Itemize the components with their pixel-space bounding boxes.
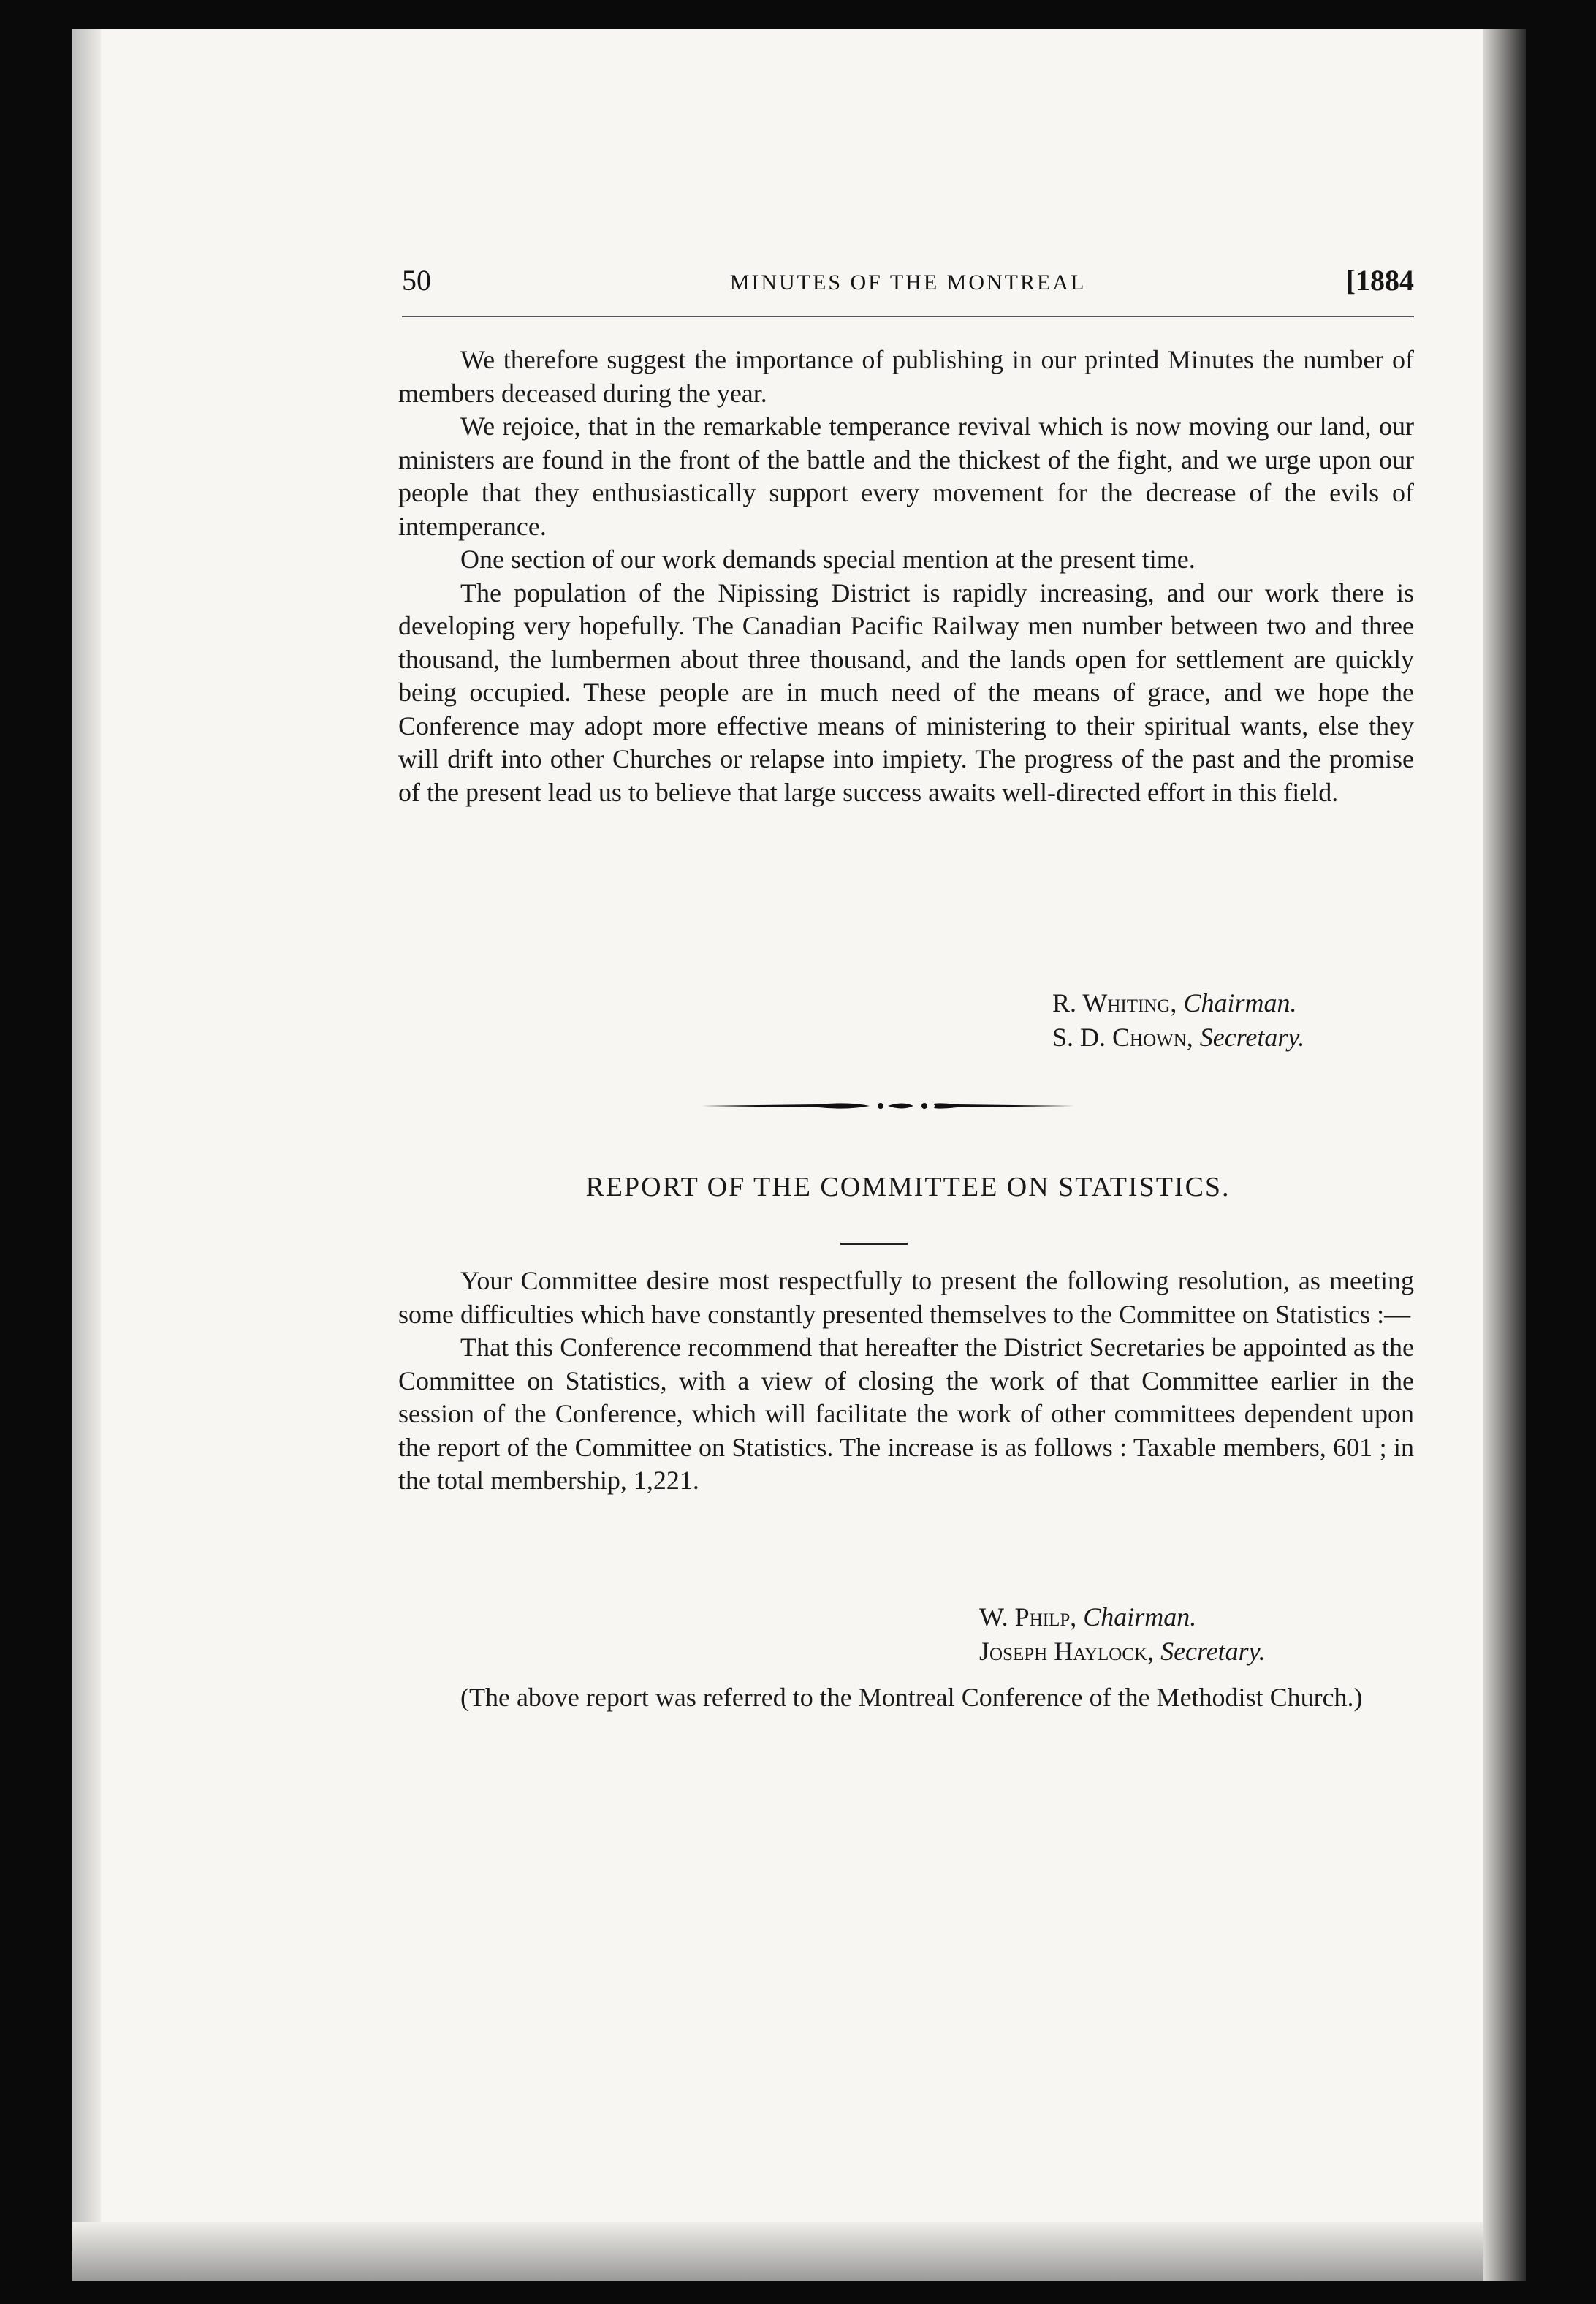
signatory-role: Secretary. xyxy=(1160,1637,1266,1666)
header-rule xyxy=(402,316,1414,317)
signature-secretary xyxy=(979,1635,1266,1668)
paragraph: We therefore suggest the importance of publishing in our printed Minutes the number of members deceased during the year. xyxy=(398,345,1414,408)
page-number: 50 xyxy=(402,264,431,297)
referral-note xyxy=(398,1681,1414,1715)
signatory-name: Joseph Haylock, xyxy=(979,1637,1155,1666)
statistics-report-text xyxy=(398,1265,1414,1498)
running-title: MINUTES OF THE MONTREAL xyxy=(729,270,1087,295)
paragraph: We rejoice, that in the remarkable temperance revival which is now moving our land, our ministers are found in the front of the battle and the thickest of the fight, and we urge upon our people that they enthusiastically support every movement for the decrease of the evils of intemperance. xyxy=(398,412,1414,541)
signature-chairman xyxy=(979,1601,1196,1634)
signatory-role: Secretary. xyxy=(1199,1023,1305,1052)
paragraph: That this Conference recommend that hereafter the District Secretaries be appointed as the Committee on Statistics, with a view of closing the work of that Committee earlier in the session of the Conference, which will facilitate the work of other committees dependent upon the report of the Committee on Statistics. The increase is as follows : Taxable members, 601 ; in the total membership, 1,221. xyxy=(398,1333,1414,1495)
signatory-name: S. D. Chown, xyxy=(1052,1023,1193,1052)
signatory-name: W. Philp, xyxy=(979,1602,1077,1632)
signatory-role: Chairman. xyxy=(1183,988,1297,1018)
signature-secretary xyxy=(1052,1021,1304,1054)
header-year: [1884 xyxy=(1345,264,1414,297)
signature-chairman xyxy=(1052,987,1296,1020)
page-bottom-shadow xyxy=(72,2222,1526,2281)
section-heading: REPORT OF THE COMMITTEE ON STATISTICS. xyxy=(585,1172,1231,1202)
committee-report-text xyxy=(398,344,1414,809)
paragraph: Your Committee desire most respectfully to present the following resolution, as meeting some difficulties which have constantly presented themselves to the Committee on Statistics :— xyxy=(398,1266,1414,1329)
adjacent-page-strip xyxy=(1483,29,1526,2281)
page-edge-shadow xyxy=(72,29,101,2281)
signatory-role: Chairman. xyxy=(1083,1602,1197,1632)
paragraph: The population of the Nipissing District is rapidly increasing, and our work there is developing very hopefully. The Canadian Pacific Railway men number between two and three thousand, the lumbermen about three thousand, and the lands open for settlement are quickly being occupied. These people are in much need of the means of grace, and we hope the Conference may adopt more effective means of ministering to their spiritual wants, else they will drift into other Churches or relapse into impiety. The progress of the past and the promise of the present lead us to believe that large success awaits well-directed effort in this field. xyxy=(398,577,1414,807)
signatory-name: R. Whiting, xyxy=(1052,988,1177,1018)
ornamental-divider xyxy=(702,1095,1074,1117)
paragraph: (The above report was referred to the Montreal Conference of the Methodist Church.) xyxy=(460,1683,1363,1712)
running-header xyxy=(402,263,1414,314)
heading-rule xyxy=(840,1243,908,1245)
paragraph: One section of our work demands special mention at the present time. xyxy=(460,545,1196,574)
